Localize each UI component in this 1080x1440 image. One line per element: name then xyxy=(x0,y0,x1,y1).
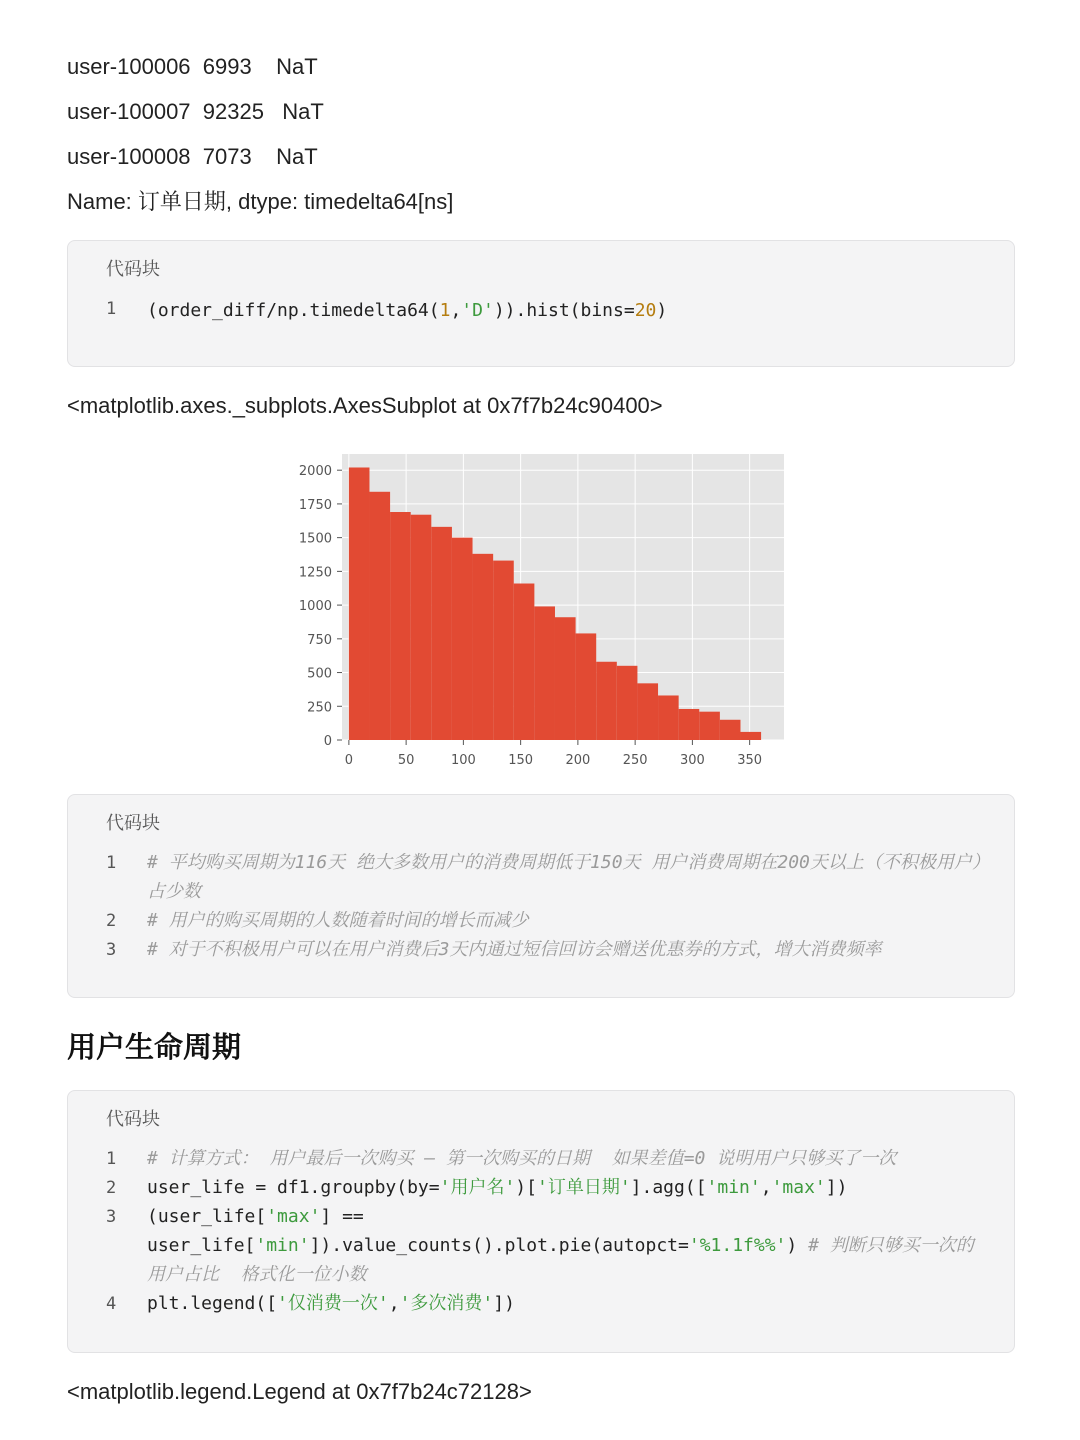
code-comment: # 计算方式： 用户最后一次购买 – 第一次购买的日期 如果差值=0 说明用户只够买了一次 xyxy=(147,1148,897,1169)
y-tick-label: 1750 xyxy=(298,497,332,513)
section-title: 用户生命周期 xyxy=(67,1032,242,1064)
histogram-bar xyxy=(576,633,597,740)
code-token: ]).value_counts().plot.pie(autopct= xyxy=(309,1235,689,1256)
code-string: '仅消费一次' xyxy=(277,1293,389,1314)
histogram-bar xyxy=(514,584,535,740)
code-token: , xyxy=(450,300,462,321)
y-tick-label: 250 xyxy=(307,700,332,716)
histogram-bar xyxy=(740,732,761,740)
code-string: '用户名' xyxy=(439,1177,516,1198)
code-token: ].agg([ xyxy=(630,1177,707,1198)
output-subplot-repr: <matplotlib.axes._subplots.AxesSubplot at 0x7f7b24c90400> xyxy=(67,393,663,418)
code-string: '%1.1f%%' xyxy=(688,1235,787,1256)
histogram-bar xyxy=(555,617,576,740)
code-token: plt.legend([ xyxy=(147,1293,278,1314)
x-tick-label: 200 xyxy=(565,753,591,768)
x-tick-label: 0 xyxy=(344,753,354,768)
code-number: 1 xyxy=(439,300,451,321)
y-tick-label: 2000 xyxy=(298,464,332,480)
line-number: 3 xyxy=(106,940,117,960)
histogram-bar xyxy=(679,709,700,740)
histogram-bar xyxy=(658,695,679,740)
code-token: ]) xyxy=(825,1177,848,1198)
code-comment: # 判断只够买一次的用户占比 格式化一位小数 xyxy=(147,1235,974,1285)
line-number: 4 xyxy=(106,1294,117,1314)
line-number: 1 xyxy=(106,853,117,873)
code-block-hist xyxy=(67,240,1015,367)
code-text xyxy=(147,1144,984,1173)
histogram-bar xyxy=(349,467,370,740)
histogram-bar xyxy=(637,683,658,740)
histogram-svg xyxy=(290,450,800,780)
code-string: 'max' xyxy=(771,1177,826,1198)
code-text xyxy=(147,935,984,964)
line-number: 3 xyxy=(106,1207,117,1227)
histogram-bar xyxy=(369,492,390,740)
code-text xyxy=(147,1202,984,1289)
code-block-label: 代码块 xyxy=(106,259,160,279)
histogram-bar xyxy=(473,554,494,740)
output-line: user-100006 6993 NaT xyxy=(67,54,318,79)
histogram-bar xyxy=(493,561,514,740)
line-number: 2 xyxy=(106,911,117,931)
output-line: user-100007 92325 NaT xyxy=(67,99,324,124)
y-tick-label: 500 xyxy=(307,666,332,682)
code-comment: # 平均购买周期为116天 绝大多数用户的消费周期低于150天 用户消费周期在200天以上（不积极用户）占少数 xyxy=(147,852,981,902)
code-string: 'min' xyxy=(255,1235,310,1256)
code-comment: # 对于不积极用户可以在用户消费后3天内通过短信回访会赠送优惠券的方式，增大消费频率 xyxy=(147,939,882,960)
code-token: user_life = df1.groupby(by= xyxy=(147,1177,440,1198)
x-tick-label: 100 xyxy=(450,753,476,768)
code-block-user-life xyxy=(67,1090,1015,1353)
x-tick-label: 250 xyxy=(622,753,648,768)
code-token: ) xyxy=(786,1235,809,1256)
code-token: , xyxy=(760,1177,772,1198)
line-number: 1 xyxy=(106,1149,117,1169)
histogram-bar xyxy=(699,712,720,740)
code-token: ) xyxy=(656,300,668,321)
x-tick-label: 150 xyxy=(508,753,534,768)
histogram-bar xyxy=(534,606,555,740)
code-token: , xyxy=(388,1293,400,1314)
y-tick-label: 1000 xyxy=(298,599,332,615)
histogram-bar xyxy=(617,666,638,740)
line-number: 2 xyxy=(106,1178,117,1198)
code-text xyxy=(147,848,984,906)
code-string: 'max' xyxy=(266,1206,321,1227)
code-token: )[ xyxy=(515,1177,537,1198)
code-block-label: 代码块 xyxy=(106,813,160,833)
output-line: Name: 订单日期, dtype: timedelta64[ns] xyxy=(67,189,454,214)
code-number: 20 xyxy=(634,300,657,321)
output-legend-repr: <matplotlib.legend.Legend at 0x7f7b24c72128> xyxy=(67,1379,532,1404)
code-text xyxy=(147,906,984,935)
code-string: 'D' xyxy=(461,300,494,321)
code-block-label: 代码块 xyxy=(106,1109,160,1129)
output-line: user-100008 7073 NaT xyxy=(67,144,318,169)
histogram-bar xyxy=(390,512,411,740)
code-block-comments xyxy=(67,794,1015,998)
code-token: )).hist(bins= xyxy=(493,300,635,321)
histogram-bar xyxy=(452,538,473,740)
code-token: ] == user_life[ xyxy=(147,1206,375,1256)
code-token: (user_life[ xyxy=(147,1206,267,1227)
histogram-chart xyxy=(290,450,800,780)
y-tick-label: 1250 xyxy=(298,565,332,581)
x-tick-label: 50 xyxy=(397,753,415,768)
code-token: ]) xyxy=(493,1293,515,1314)
code-text xyxy=(147,1173,984,1202)
x-tick-label: 300 xyxy=(679,753,705,768)
code-text xyxy=(147,1289,984,1318)
histogram-bar xyxy=(431,527,452,740)
code-text xyxy=(147,296,984,325)
x-tick-label: 350 xyxy=(737,753,763,768)
y-tick-label: 750 xyxy=(307,632,332,648)
line-number: 1 xyxy=(106,299,117,319)
histogram-bar xyxy=(596,662,617,740)
y-tick-label: 1500 xyxy=(298,531,332,547)
code-comment: # 用户的购买周期的人数随着时间的增长而减少 xyxy=(147,910,529,931)
code-token: (order_diff/np.timedelta64( xyxy=(147,300,440,321)
histogram-bar xyxy=(411,515,432,740)
y-tick-label: 0 xyxy=(323,734,332,749)
code-string: '订单日期' xyxy=(536,1177,631,1198)
code-string: 'min' xyxy=(706,1177,761,1198)
histogram-bar xyxy=(720,720,741,740)
code-string: '多次消费' xyxy=(399,1293,494,1314)
